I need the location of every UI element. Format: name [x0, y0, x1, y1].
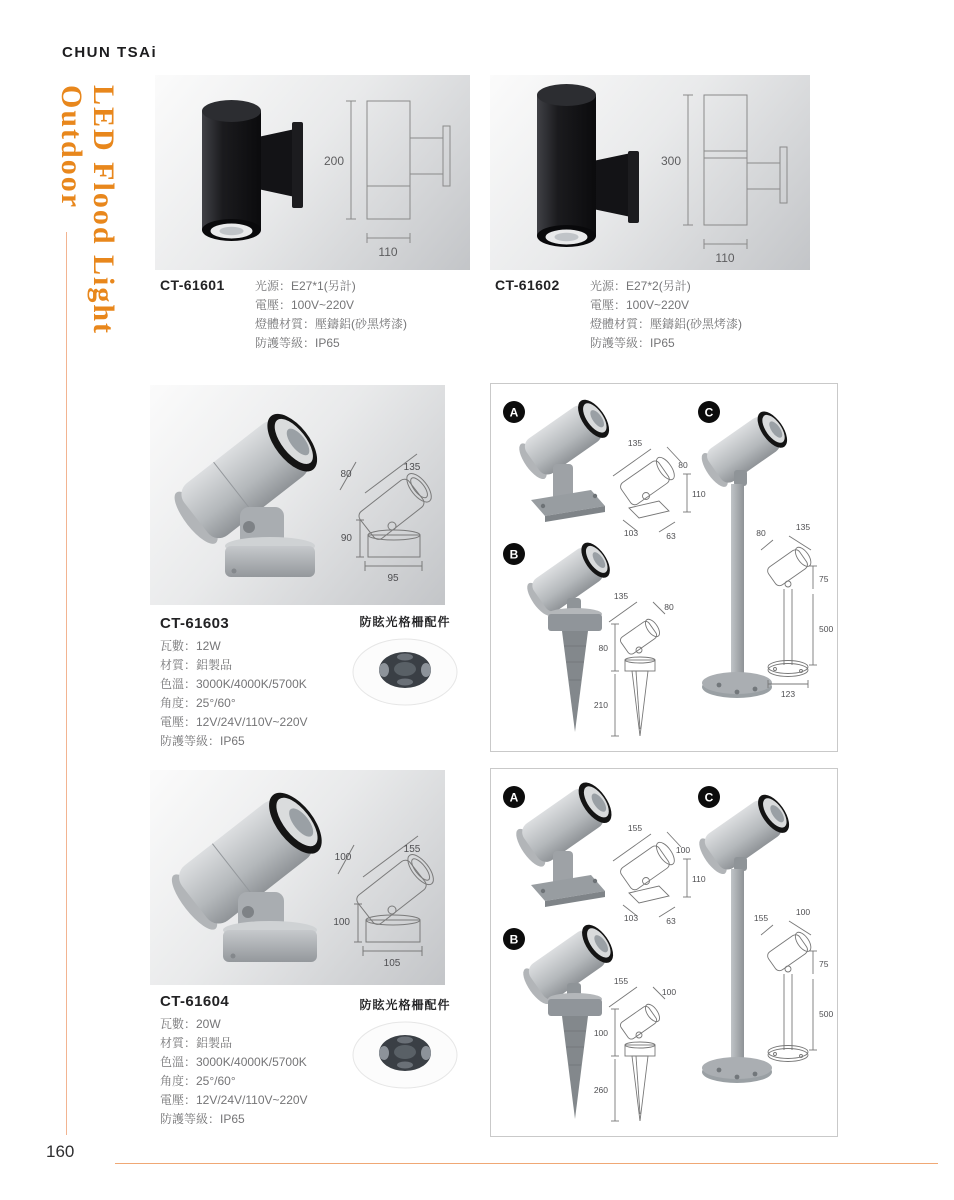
- spec-line: 瓦數：20W: [160, 1017, 221, 1031]
- spec-line: 角度：25°/60°: [160, 696, 236, 710]
- dim-label: 100: [661, 987, 677, 997]
- spec-line: 電壓：100V~220V: [590, 298, 690, 312]
- dim-label: 80: [598, 643, 608, 653]
- dim-label: 90: [340, 533, 352, 544]
- variant-badge-b: [503, 928, 525, 950]
- product-photo-card-ct61604: [150, 770, 445, 985]
- accessory-label: 防眩光格柵配件: [359, 998, 451, 1012]
- wall-light-photo: [537, 84, 639, 247]
- product-code: CT-61601: [160, 277, 225, 293]
- variant-badge-a: [503, 401, 525, 423]
- variant-badge-a: [503, 786, 525, 808]
- dim-label: 80: [340, 469, 352, 480]
- spec-line: 角度：25°/60°: [160, 1074, 236, 1088]
- anti-glare-louver-photo: [350, 636, 460, 708]
- spec-line: 電壓：12V/24V/110V~220V: [160, 715, 308, 729]
- dim-label-width: 110: [715, 251, 735, 265]
- dim-label-height: 300: [660, 154, 681, 168]
- accessory-block-ct61603: [350, 613, 460, 708]
- variant-panel-ct61604: [490, 768, 838, 1137]
- dim-label-width: 110: [378, 245, 398, 259]
- accessory-label: 防眩光格柵配件: [359, 615, 451, 629]
- variant-photo-c: [697, 407, 796, 699]
- spec-lines: [160, 637, 308, 751]
- ct61603-variants-illustration: [491, 384, 837, 750]
- variant-photo-a: [514, 394, 615, 522]
- variant-diagram-b: [609, 602, 665, 736]
- product-photo-card-ct61602: [490, 75, 810, 270]
- dim-label: 100: [333, 917, 350, 928]
- variant-diagram-c: [761, 921, 817, 1062]
- dim-label: 110: [692, 489, 706, 499]
- dim-label: 103: [623, 528, 639, 538]
- spec-lines: [160, 1015, 308, 1129]
- badge-letter: A: [509, 405, 519, 420]
- dim-label: 155: [403, 844, 421, 855]
- dim-label: 100: [334, 852, 352, 863]
- wall-light-double-illustration: [490, 75, 810, 270]
- anti-glare-louver-photo: [350, 1019, 460, 1091]
- spec-line: 燈體材質：壓鑄鋁(砂黑烤漆): [255, 317, 407, 331]
- dim-label: 123: [780, 689, 796, 699]
- dim-label: 100: [593, 1028, 608, 1038]
- dim-label: 63: [666, 916, 676, 926]
- dim-label: 103: [623, 913, 639, 923]
- badge-letter: B: [509, 547, 519, 562]
- spotlight-dimension-drawing: [338, 836, 438, 956]
- variant-photo-a: [510, 777, 618, 907]
- spotlight-dimension-drawing: [340, 454, 436, 571]
- dim-label: 63: [666, 531, 676, 541]
- dim-label: 135: [403, 462, 421, 473]
- wall-light-photo: [202, 100, 303, 241]
- accessory-block-ct61604: [350, 996, 460, 1091]
- dim-label: 135: [627, 438, 643, 448]
- dim-label: 105: [383, 958, 401, 969]
- dim-label: 100: [795, 907, 811, 917]
- wall-light-single-illustration: [155, 75, 470, 270]
- dim-label: 110: [692, 874, 706, 884]
- spotlight-photo: [167, 405, 327, 577]
- badge-letter: A: [509, 790, 519, 805]
- dim-label: 155: [613, 976, 629, 986]
- spec-block-ct61604: [160, 993, 308, 1129]
- wall-light-dimension-drawing: [683, 95, 787, 249]
- variant-photo-c: [694, 789, 795, 1083]
- spotlight-photo: [164, 784, 332, 962]
- dim-label-height: 200: [323, 154, 344, 168]
- spotlight-illustration: [150, 770, 445, 985]
- spec-line: 材質：鋁製品: [160, 658, 233, 672]
- dim-label: 155: [753, 913, 769, 923]
- badge-letter: B: [509, 932, 519, 947]
- spec-block-ct61602: [495, 277, 742, 353]
- brand-logo: CHUN TSAi: [62, 44, 158, 61]
- footer-rule: [115, 1163, 938, 1164]
- variant-badge-b: [503, 543, 525, 565]
- dim-label: 80: [664, 602, 674, 612]
- dim-label: 155: [627, 823, 643, 833]
- spec-line: 防護等級：IP65: [255, 336, 340, 350]
- dim-label: 80: [756, 528, 766, 538]
- spec-line: 光源：E27*2(另計): [590, 279, 691, 293]
- dim-label: 95: [387, 573, 399, 584]
- product-code: CT-61603: [160, 615, 230, 632]
- page-number: 160: [46, 1142, 75, 1161]
- spec-line: 電壓：12V/24V/110V~220V: [160, 1093, 308, 1107]
- spec-line: 防護等級：IP65: [160, 734, 245, 748]
- dim-label: 75: [819, 959, 829, 969]
- orange-vertical-rule: [66, 232, 67, 1135]
- product-photo-card-ct61601: [155, 75, 470, 270]
- spec-line: 防護等級：IP65: [590, 336, 675, 350]
- dim-label: 80: [678, 460, 688, 470]
- spec-line: 色溫：3000K/4000K/5700K: [160, 1055, 307, 1069]
- dim-label: 500: [819, 1009, 834, 1019]
- vertical-title-led-flood-light: LED Flood Light: [87, 85, 120, 336]
- spotlight-illustration: [150, 385, 445, 605]
- dim-label: 75: [819, 574, 829, 584]
- badge-letter: C: [704, 790, 714, 805]
- spec-line: 燈體材質：壓鑄鋁(砂黑烤漆): [590, 317, 742, 331]
- spec-line: 電壓：100V~220V: [255, 298, 355, 312]
- spec-line: 光源：E27*1(另計): [255, 279, 356, 293]
- dim-label: 135: [795, 522, 811, 532]
- product-code: CT-61604: [160, 993, 230, 1010]
- dim-label: 260: [593, 1085, 608, 1095]
- variant-panel-ct61603: [490, 383, 838, 752]
- badge-letter: C: [704, 405, 714, 420]
- spec-block-ct61601: [160, 277, 407, 353]
- variant-badge-c: [698, 401, 720, 423]
- spec-line: 材質：鋁製品: [160, 1036, 233, 1050]
- product-code: CT-61602: [495, 277, 560, 293]
- variant-diagram-c: [761, 536, 817, 688]
- spec-lines: [590, 277, 742, 353]
- dim-label: 135: [613, 591, 629, 601]
- wall-light-dimension-drawing: [346, 101, 450, 243]
- spec-line: 防護等級：IP65: [160, 1112, 245, 1126]
- vertical-title-outdoor: Outdoor: [55, 85, 88, 210]
- spec-lines: [255, 277, 407, 353]
- dim-label: 100: [675, 845, 691, 855]
- dim-label: 210: [593, 700, 608, 710]
- spec-block-ct61603: [160, 615, 308, 751]
- spec-line: 瓦數：12W: [160, 639, 221, 653]
- ct61604-variants-illustration: [491, 769, 837, 1135]
- product-photo-card-ct61603: [150, 385, 445, 605]
- dim-label: 500: [819, 624, 834, 634]
- spec-line: 色溫：3000K/4000K/5700K: [160, 677, 307, 691]
- variant-badge-c: [698, 786, 720, 808]
- variant-diagram-b: [609, 987, 665, 1121]
